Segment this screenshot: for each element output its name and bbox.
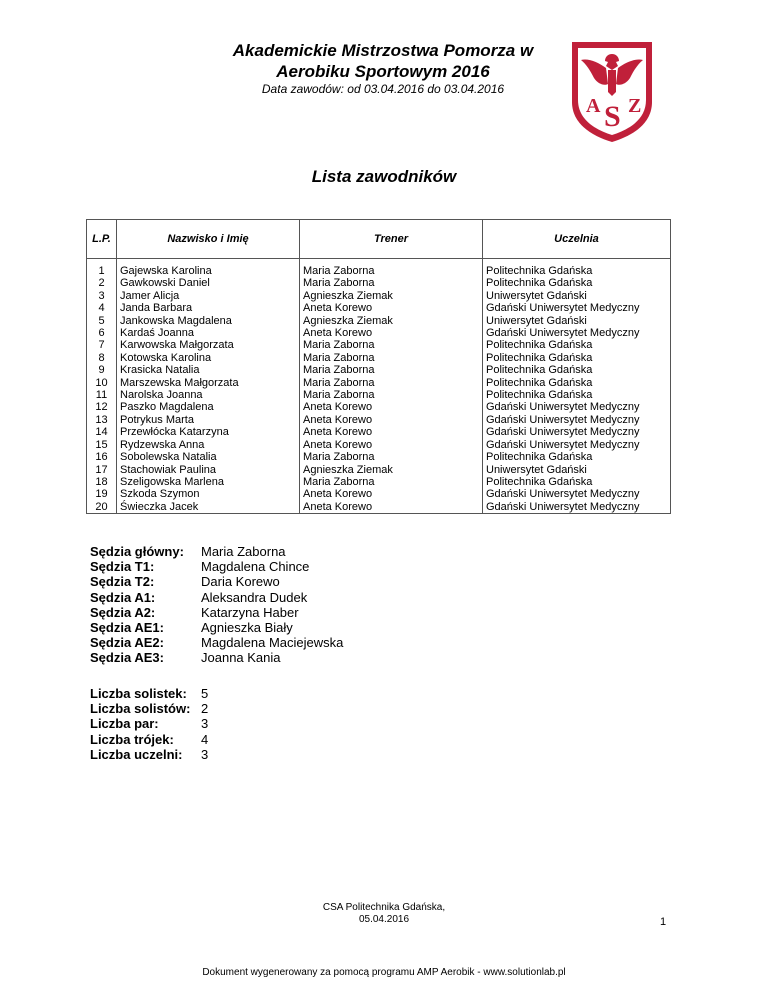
table-row	[87, 290, 671, 302]
judge-value: Joanna Kania	[201, 650, 281, 666]
svg-text:Z: Z	[628, 95, 642, 117]
judge-value: Aleksandra Dudek	[201, 589, 308, 605]
row-lp: 9	[87, 364, 117, 376]
footer-place-line-1: CSA Politechnika Gdańska,	[322, 902, 446, 913]
row-university: Gdański Uniwersytet Medyczny	[483, 327, 671, 339]
page-number: 1	[660, 916, 667, 928]
judge-row	[90, 559, 343, 574]
row-trainer: Maria Zaborna	[300, 339, 483, 351]
stat-value: 2	[201, 701, 209, 717]
row-name: Marszewska Małgorzata	[117, 377, 300, 389]
header-university: Uczelnia	[483, 220, 671, 259]
row-university: Gdański Uniwersytet Medyczny	[483, 302, 671, 314]
judge-value: Daria Korewo	[201, 574, 280, 590]
row-name: Janda Barbara	[117, 302, 300, 314]
judge-row	[90, 620, 343, 635]
row-university: Politechnika Gdańska	[483, 259, 671, 278]
row-name: Szkoda Szymon	[117, 488, 300, 500]
row-university: Politechnika Gdańska	[483, 352, 671, 364]
row-name: Przewłócka Katarzyna	[117, 426, 300, 438]
row-name: Gajewska Karolina	[117, 259, 300, 278]
row-name: Rydzewska Anna	[117, 439, 300, 451]
footer-date: 05.04.2016	[358, 914, 410, 925]
judge-label: Sędzia AE3:	[90, 650, 164, 666]
row-name: Krasicka Natalia	[117, 364, 300, 376]
row-university: Gdański Uniwersytet Medyczny	[483, 488, 671, 500]
row-trainer: Aneta Korewo	[300, 426, 483, 438]
header-lp: L.P.	[87, 220, 117, 259]
table-row	[87, 439, 671, 451]
row-university: Gdański Uniwersytet Medyczny	[483, 401, 671, 413]
table-row	[87, 352, 671, 364]
row-trainer: Maria Zaborna	[300, 277, 483, 289]
judge-label: Sędzia A2:	[90, 604, 156, 620]
row-name: Szeligowska Marlena	[117, 476, 300, 488]
row-lp: 6	[87, 327, 117, 339]
table-row	[87, 389, 671, 401]
row-lp: 1	[87, 259, 117, 278]
judge-label: Sędzia główny:	[90, 544, 184, 559]
row-name: Stachowiak Paulina	[117, 464, 300, 476]
table-row	[87, 302, 671, 314]
stat-label: Liczba solistek:	[90, 686, 187, 701]
row-trainer: Aneta Korewo	[300, 401, 483, 413]
footer-place	[0, 902, 768, 926]
judge-value: Katarzyna Haber	[201, 604, 299, 620]
stat-row	[90, 686, 208, 701]
row-university: Politechnika Gdańska	[483, 476, 671, 488]
table-header-row	[87, 220, 671, 259]
table-row	[87, 464, 671, 476]
header-trainer: Trener	[300, 220, 483, 259]
row-trainer: Maria Zaborna	[300, 476, 483, 488]
judge-row	[90, 590, 343, 605]
row-trainer: Maria Zaborna	[300, 389, 483, 401]
list-title: Lista zawodników	[311, 167, 457, 186]
row-university: Uniwersytet Gdański	[483, 464, 671, 476]
table-row	[87, 501, 671, 514]
row-trainer: Agnieszka Ziemak	[300, 315, 483, 327]
row-university: Politechnika Gdańska	[483, 277, 671, 289]
stat-value: 3	[201, 716, 209, 732]
stat-row	[90, 716, 208, 731]
row-trainer: Maria Zaborna	[300, 377, 483, 389]
table-row	[87, 259, 671, 278]
table-row	[87, 426, 671, 438]
footer-note: Dokument wygenerowany za pomocą programu AMP Aerobik - www.solutionlab.pl	[202, 967, 566, 978]
row-university: Politechnika Gdańska	[483, 377, 671, 389]
row-university: Gdański Uniwersytet Medyczny	[483, 439, 671, 451]
row-university: Gdański Uniwersytet Medyczny	[483, 426, 671, 438]
table-row	[87, 451, 671, 463]
row-name: Kardaś Joanna	[117, 327, 300, 339]
row-university: Politechnika Gdańska	[483, 364, 671, 376]
row-name: Jamer Alicja	[117, 290, 300, 302]
row-university: Uniwersytet Gdański	[483, 290, 671, 302]
asz-logo	[570, 40, 654, 144]
row-lp: 2	[87, 277, 117, 289]
row-lp: 7	[87, 339, 117, 351]
row-name: Potrykus Marta	[117, 414, 300, 426]
row-lp: 10	[87, 377, 117, 389]
judge-row	[90, 544, 343, 559]
row-name: Kotowska Karolina	[117, 352, 300, 364]
stat-label: Liczba par:	[90, 716, 159, 732]
row-name: Sobolewska Natalia	[117, 451, 300, 463]
table-row	[87, 277, 671, 289]
competition-dates: Data zawodów: od 03.04.2016 do 03.04.2016	[261, 82, 505, 96]
document-title	[200, 40, 566, 82]
row-lp: 12	[87, 401, 117, 413]
table-row	[87, 401, 671, 413]
row-lp: 18	[87, 476, 117, 488]
judge-label: Sędzia T1:	[90, 559, 155, 575]
row-trainer: Aneta Korewo	[300, 488, 483, 500]
judge-row	[90, 635, 343, 650]
competitors-table	[86, 219, 671, 514]
row-lp: 13	[87, 414, 117, 426]
table-row	[87, 414, 671, 426]
row-name: Świeczka Jacek	[117, 501, 300, 514]
row-lp: 4	[87, 302, 117, 314]
asz-eagle-shield-icon	[570, 40, 654, 144]
row-lp: 19	[87, 488, 117, 500]
table-row	[87, 476, 671, 488]
row-trainer: Aneta Korewo	[300, 501, 483, 514]
row-name: Karwowska Małgorzata	[117, 339, 300, 351]
table-row	[87, 377, 671, 389]
row-lp: 3	[87, 290, 117, 302]
row-lp: 11	[87, 389, 117, 401]
judge-label: Sędzia A1:	[90, 589, 156, 605]
judge-label: Sędzia AE2:	[90, 635, 164, 651]
stat-value: 4	[201, 731, 209, 747]
stat-row	[90, 747, 208, 762]
judge-label: Sędzia T2:	[90, 574, 155, 590]
row-lp: 14	[87, 426, 117, 438]
row-university: Uniwersytet Gdański	[483, 315, 671, 327]
judge-row	[90, 650, 343, 665]
row-lp: 8	[87, 352, 117, 364]
row-trainer: Aneta Korewo	[300, 439, 483, 451]
row-trainer: Maria Zaborna	[300, 259, 483, 278]
table-row	[87, 327, 671, 339]
row-lp: 16	[87, 451, 117, 463]
judge-value: Magdalena Chince	[201, 559, 310, 575]
judge-value: Magdalena Maciejewska	[201, 635, 344, 651]
judge-value: Maria Zaborna	[201, 544, 286, 559]
row-lp: 15	[87, 439, 117, 451]
row-name: Narolska Joanna	[117, 389, 300, 401]
row-university: Politechnika Gdańska	[483, 451, 671, 463]
row-university: Politechnika Gdańska	[483, 339, 671, 351]
title-line-1: Akademickie Mistrzostwa Pomorza w	[232, 41, 534, 60]
table-row	[87, 339, 671, 351]
table-row	[87, 364, 671, 376]
judge-label: Sędzia AE1:	[90, 620, 164, 636]
judges-list	[90, 544, 343, 666]
row-trainer: Aneta Korewo	[300, 414, 483, 426]
row-university: Gdański Uniwersytet Medyczny	[483, 501, 671, 514]
stats-list	[90, 686, 208, 762]
stat-row	[90, 701, 208, 716]
svg-text:S: S	[604, 100, 621, 133]
row-trainer: Agnieszka Ziemak	[300, 464, 483, 476]
row-name: Paszko Magdalena	[117, 401, 300, 413]
stat-label: Liczba uczelni:	[90, 746, 183, 762]
row-trainer: Maria Zaborna	[300, 451, 483, 463]
title-line-2: Aerobiku Sportowym 2016	[276, 62, 490, 81]
stat-label: Liczba trójek:	[90, 731, 174, 747]
judge-row	[90, 605, 343, 620]
row-trainer: Aneta Korewo	[300, 327, 483, 339]
stat-value: 3	[201, 746, 209, 762]
stat-label: Liczba solistów:	[90, 701, 191, 717]
row-lp: 20	[87, 501, 117, 514]
table-row	[87, 315, 671, 327]
row-name: Jankowska Magdalena	[117, 315, 300, 327]
judge-row	[90, 574, 343, 589]
row-trainer: Aneta Korewo	[300, 302, 483, 314]
row-trainer: Agnieszka Ziemak	[300, 290, 483, 302]
table-row	[87, 488, 671, 500]
header-name: Nazwisko i Imię	[117, 220, 300, 259]
row-trainer: Maria Zaborna	[300, 364, 483, 376]
row-university: Gdański Uniwersytet Medyczny	[483, 414, 671, 426]
row-name: Gawkowski Daniel	[117, 277, 300, 289]
row-lp: 5	[87, 315, 117, 327]
row-lp: 17	[87, 464, 117, 476]
row-university: Politechnika Gdańska	[483, 389, 671, 401]
row-trainer: Maria Zaborna	[300, 352, 483, 364]
stat-value: 5	[201, 686, 209, 701]
svg-text:A: A	[586, 95, 601, 117]
stat-row	[90, 732, 208, 747]
judge-value: Agnieszka Biały	[201, 620, 293, 636]
